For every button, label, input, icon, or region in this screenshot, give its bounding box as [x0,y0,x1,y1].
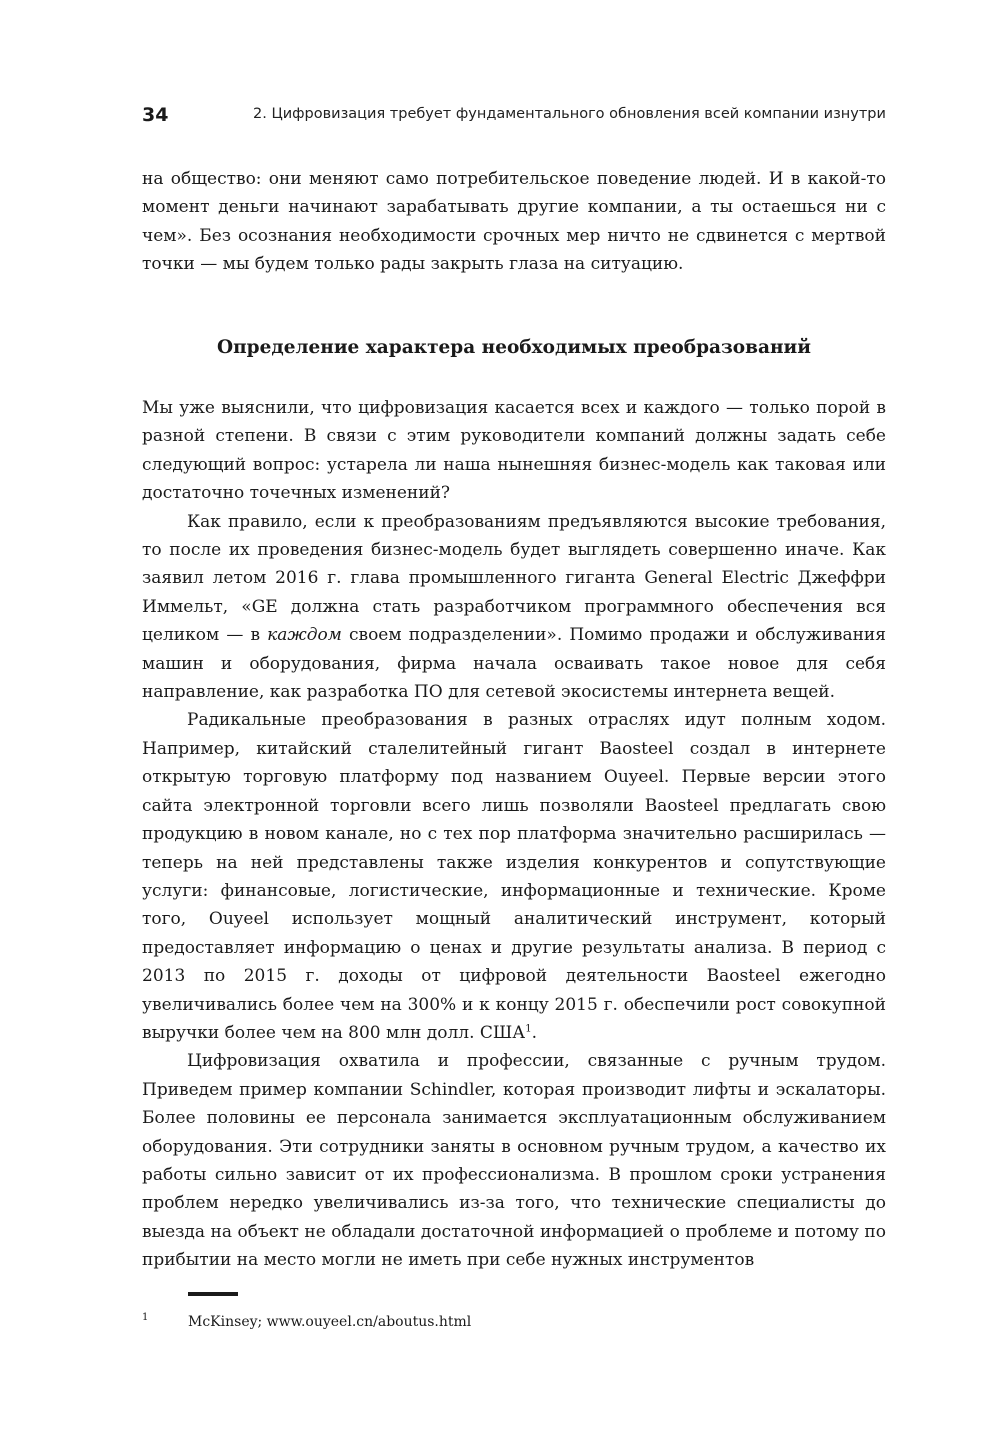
paragraph-3-end: . [531,1022,537,1043]
running-header: 2. Цифровизация требует фундаментального обновления всей компании изнутри [253,106,886,122]
paragraph-3 [142,706,886,1047]
intro-paragraph: на общество: они меняют само потребительское поведение людей. И в какой-то момент деньги начинают зарабатывать другие компании, а ты остаешься ни с чем». Без осознания необходимости срочных мер ничто не сдвинется с мертвой точки — мы будем только рады закрыть глаза на ситуацию. [142,169,886,275]
intro-paragraph-block [142,165,886,279]
footnote-mark: 1 [142,1312,149,1323]
paragraph-2-emphasis: каждом [267,625,342,646]
page-number: 34 [142,104,169,126]
paragraph-3-text: Радикальные преобразования в разных отраслях идут полным ходом. Например, китайский сталелитейный гигант Baosteel создал в интернете открытую торговую платформу под названием Ouyeel. Первые версии этого сайта электронной торговли всего лишь позволяли Baosteel предлагать свою продукцию в новом канале, но с тех пор платформа значительно расширилась — теперь на ней представлены также изделия конкурентов и сопутствующие услуги: финансовые, логистические, информационные и технические. Кроме того, Ouyeel использует мощный аналитический инструмент, который предоставляет информацию о ценах и другие результаты анализа. В период с 2013 по 2015 г. доходы от цифровой деятельности Baosteel ежегодно увеличивались более чем на 300% и к концу 2015 г. обеспечили рост совокупной выручки более чем на 800 млн долл. США [142,710,886,1043]
footnote-divider [188,1292,238,1296]
footnote-text: McKinsey; www.ouyeel.cn/aboutus.html [188,1314,472,1330]
section-heading: Определение характера необходимых преобразований [217,337,811,358]
paragraph-2-start: Как правило, если к преобразованиям предъявляются высокие требования, то после их проведения бизнес-модель будет выглядеть совершенно иначе. Как заявил летом 2016 г. глава промышленного гиганта General Electric Джеффри Иммельт, «GE должна стать разработчиком программного обеспечения вся целиком — в [142,511,886,646]
paragraph-2 [142,508,886,707]
paragraph-4: Цифровизация охватила и профессии, связанные с ручным трудом. Приведем пример компании Schindler, которая производит лифты и эскалаторы. Более половины ее персонала занимается эксплуатационным обслуживанием оборудования. Эти сотрудники заняты в основном ручным трудом, а качество их работы сильно зависит от их профессионализма. В прошлом сроки устранения проблем нередко увеличивались из-за того, что технические специалисты до выезда на объект не обладали достаточной информацией о проблеме и потому по прибытии на место могли не иметь при себе нужных инструментов [142,1051,886,1271]
section-body [142,394,886,1275]
footnote-reference[interactable]: 1 [525,1023,532,1035]
paragraph-2-end: своем подразделении». Помимо продажи и обслуживания машин и оборудования, фирма начала осваивать такое новое для себя направление, как разработка ПО для сетевой экосистемы интернета вещей. [142,625,886,703]
paragraph-1: Мы уже выяснили, что цифровизация касается всех и каждого — только порой в разной степени. В связи с этим руководители компаний должны задать себе следующий вопрос: устарела ли наша нынешняя бизнес-модель как таковая или достаточно точечных изменений? [142,398,886,504]
